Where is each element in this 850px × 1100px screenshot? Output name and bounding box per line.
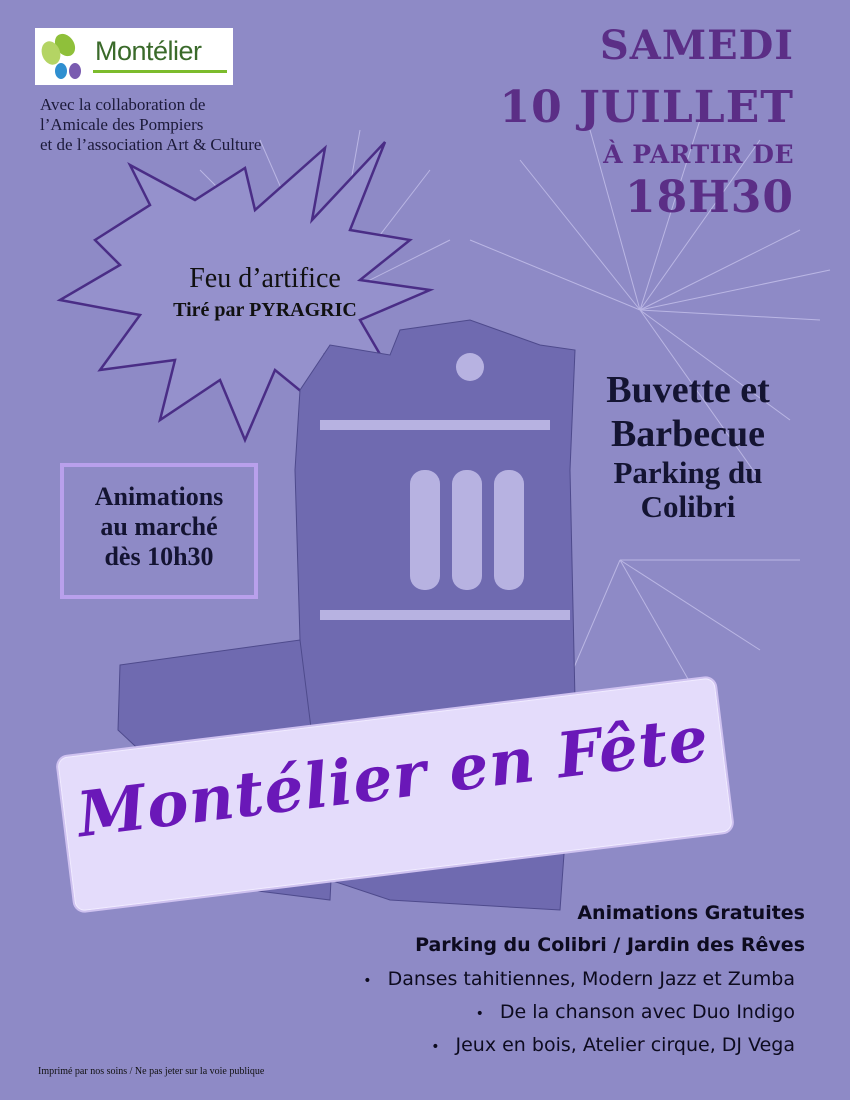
logo-underline [93,70,227,73]
date-from: À PARTIR DE [603,140,794,169]
bullet-icon: • [431,1039,440,1055]
collaboration-line: et de l’association Art & Culture [40,135,262,154]
buvette-info [568,368,808,524]
buvette-line: Buvette et [606,369,770,411]
montelier-logo [35,28,233,85]
list-item-text: De la chanson avec Duo Indigo [499,1001,795,1023]
banner-title: Montélier en Fête [73,701,713,852]
animations-line: Animations [94,482,224,511]
bullet-icon: • [475,1006,484,1022]
fireworks-title: Feu d’artifice [189,263,341,294]
collaboration-line: l’Amicale des Pompiers [40,115,204,134]
list-item [476,1001,795,1023]
buvette-line: Barbecue [610,413,766,455]
list-item [363,968,795,990]
date-day: SAMEDI [599,22,794,69]
buvette-location: Parking du [613,455,763,490]
footer-note: Imprimé par nos soins / Ne pas jeter sur la voie publique [38,1066,265,1077]
fireworks-info [160,263,370,322]
list-item-text: Jeux en bois, Atelier cirque, DJ Vega [455,1034,795,1056]
list-item-text: Danses tahitiennes, Modern Jazz et Zumba [387,968,795,990]
list-item [431,1034,795,1056]
bullet-icon: • [363,973,372,989]
collaboration-line: Avec la collaboration de [40,95,206,114]
free-location: Parking du Colibri / Jardin des Rêves [415,934,805,956]
animations-box-text [60,482,258,572]
date-time: 18H30 [624,172,794,223]
animations-line: au marché [100,512,218,541]
free-title: Animations Gratuites [577,902,805,924]
collaboration-text [40,95,261,155]
animations-line: dès 10h30 [104,542,214,571]
fireworks-subtitle: Tiré par PYRAGRIC [173,299,357,321]
logo-leaf-icon [37,31,93,83]
logo-text: Montélier [95,36,202,66]
buvette-location: Colibri [640,489,736,524]
date-date: 10 JUILLET [499,82,794,133]
